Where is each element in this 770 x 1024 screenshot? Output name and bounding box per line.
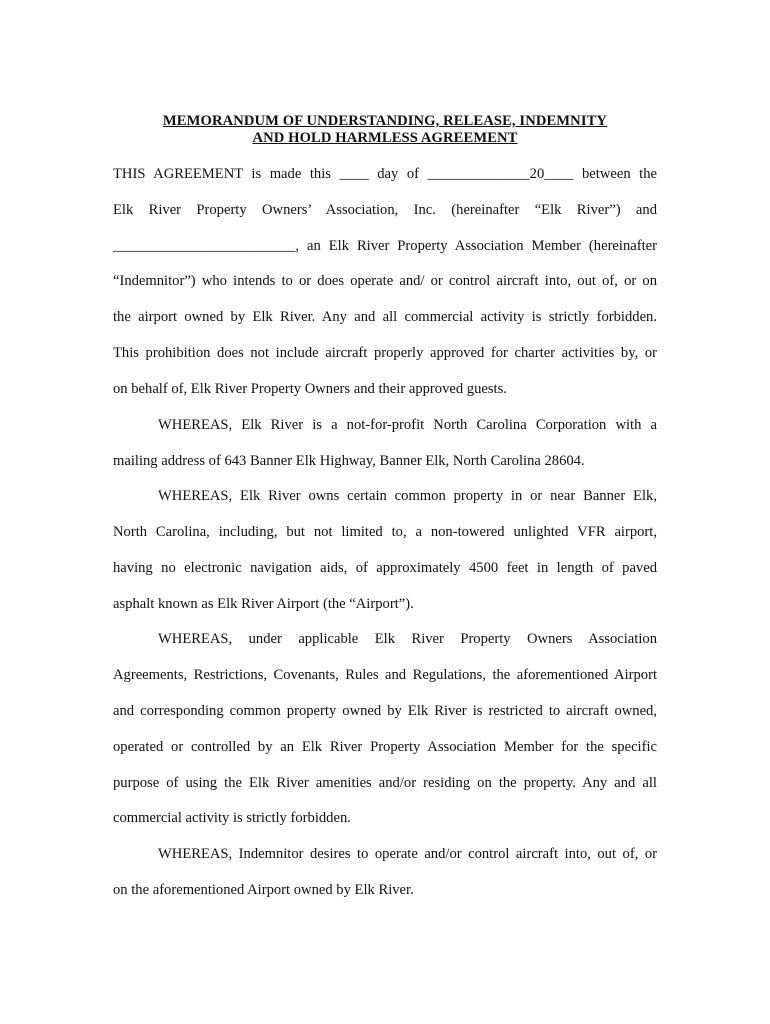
body-line: operated or controlled by an Elk River Property Association Member for the specific <box>113 739 657 755</box>
body-line: having no electronic navigation aids, of approximately 4500 feet in length of paved <box>113 560 657 576</box>
body-line: “Indemnitor”) who intends to or does operate and/ or control aircraft into, out of, or on <box>113 273 657 289</box>
document-title-line-2: AND HOLD HARMLESS AGREEMENT <box>252 130 518 146</box>
body-line: on behalf of, Elk River Property Owners and their approved guests. <box>113 381 507 397</box>
body-line: and corresponding common property owned by Elk River is restricted to aircraft owned, <box>113 703 657 719</box>
document-title-line-1: MEMORANDUM OF UNDERSTANDING, RELEASE, INDEMNITY <box>162 113 608 129</box>
body-line: _________________________, an Elk River Property Association Member (hereinafter <box>113 238 657 254</box>
body-line: Elk River Property Owners’ Association, Inc. (hereinafter “Elk River”) and <box>113 202 657 218</box>
body-line: WHEREAS, Indemnitor desires to operate and/or control aircraft into, out of, or <box>158 846 657 862</box>
body-line: on the aforementioned Airport owned by Elk River. <box>113 882 414 898</box>
body-line: purpose of using the Elk River amenities and/or residing on the property. Any and all <box>113 775 657 791</box>
body-line: WHEREAS, Elk River is a not-for-profit North Carolina Corporation with a <box>158 417 657 433</box>
body-line: Agreements, Restrictions, Covenants, Rules and Regulations, the aforementioned Airport <box>113 667 657 683</box>
body-line: This prohibition does not include aircraft properly approved for charter activities by, or <box>113 345 657 361</box>
body-line: commercial activity is strictly forbidden. <box>113 810 351 826</box>
body-line: North Carolina, including, but not limited to, a non-towered unlighted VFR airport, <box>113 524 657 540</box>
body-line: mailing address of 643 Banner Elk Highway, Banner Elk, North Carolina 28604. <box>113 453 585 469</box>
body-line: asphalt known as Elk River Airport (the “Airport”). <box>113 596 414 612</box>
body-line: the airport owned by Elk River. Any and all commercial activity is strictly forbidden. <box>113 309 657 325</box>
body-line: WHEREAS, under applicable Elk River Property Owners Association <box>158 631 657 647</box>
body-line: THIS AGREEMENT is made this ____ day of ______________20____ between the <box>113 166 657 182</box>
body-line: WHEREAS, Elk River owns certain common property in or near Banner Elk, <box>158 488 657 504</box>
